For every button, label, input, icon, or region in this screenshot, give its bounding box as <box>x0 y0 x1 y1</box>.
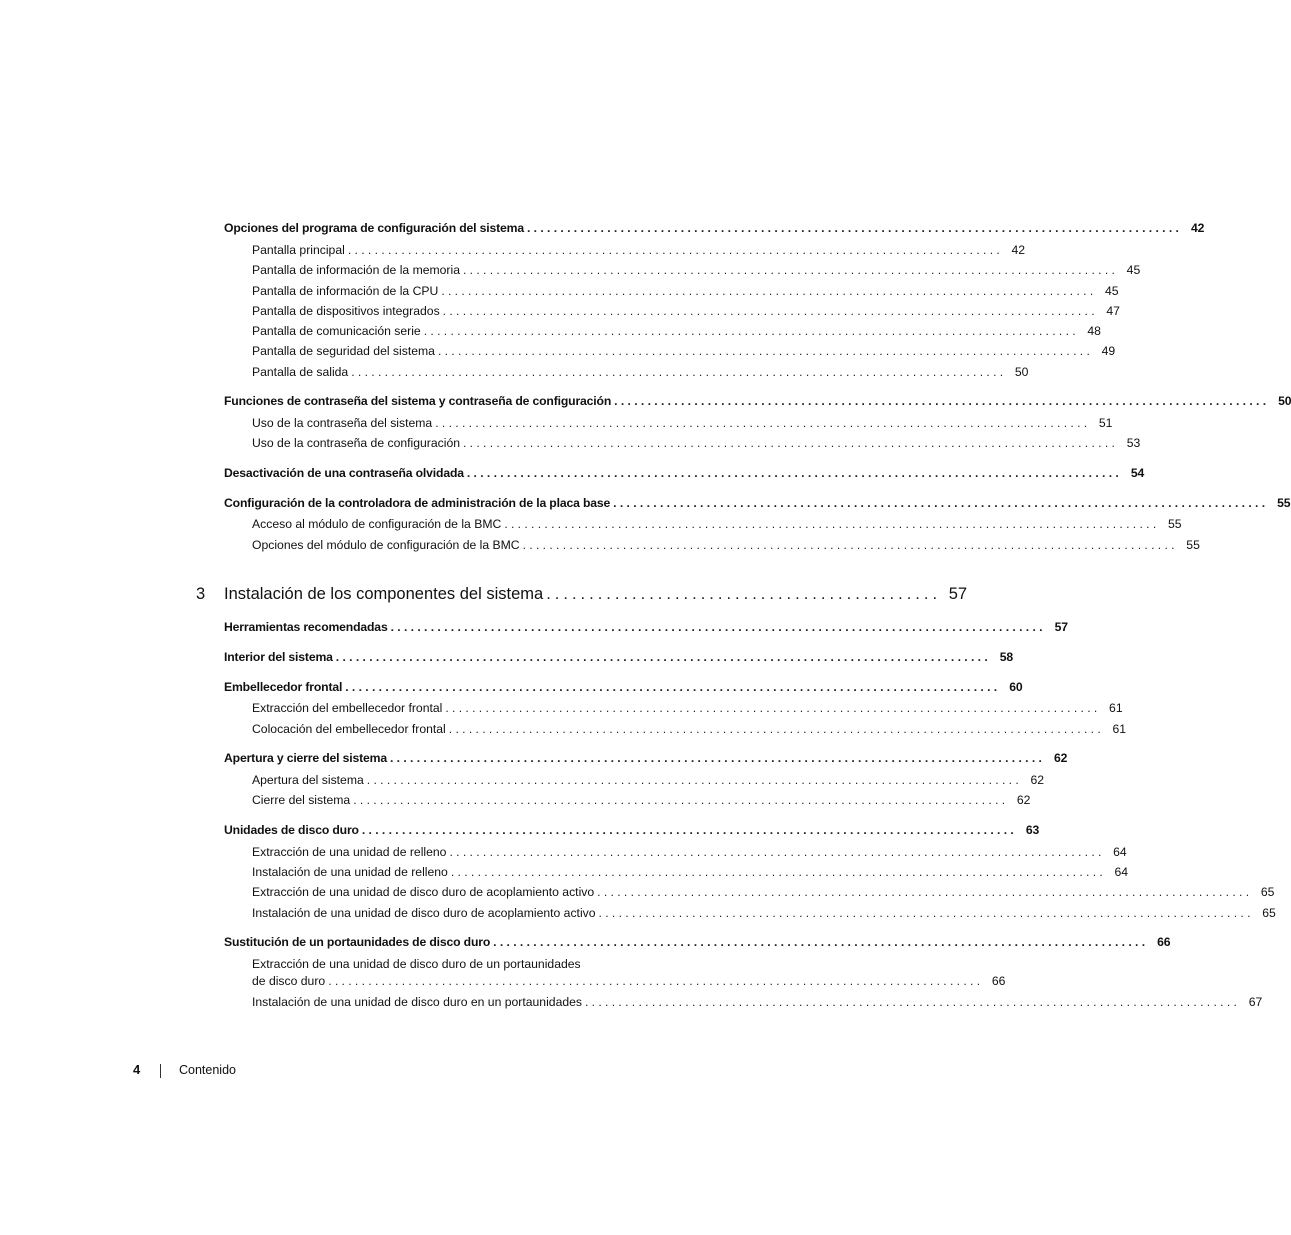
dot-leader: .................................................................................................. <box>353 793 1009 807</box>
toc-entry-page: 61 <box>1112 722 1127 736</box>
toc-entry-page: 42 <box>1011 243 1026 257</box>
toc-entry-page: 45 <box>1126 263 1141 277</box>
toc-entry-first-line[interactable]: Extracción de una unidad de disco duro de un portaunidades <box>252 957 581 971</box>
toc-entry-title: Instalación de una unidad de relleno <box>252 865 448 879</box>
dot-leader: .................................................................................................. <box>522 538 1178 552</box>
toc-entry-title: Apertura y cierre del sistema <box>224 751 387 765</box>
dot-leader: .................................................................................................. <box>389 751 1046 765</box>
toc-entry-title: Funciones de contraseña del sistema y contraseña de configuración <box>224 394 612 408</box>
toc-entry-title: Extracción de una unidad de relleno <box>252 845 447 859</box>
toc-entry-page: 49 <box>1101 344 1116 358</box>
toc-entry[interactable] <box>252 773 1045 787</box>
toc-entry[interactable] <box>252 906 1276 920</box>
toc-entry-title: Unidades de disco duro <box>224 823 359 837</box>
toc-entry-page: 60 <box>1009 680 1023 694</box>
toc-entry-title: Extracción del embellecedor frontal <box>252 701 443 715</box>
toc-entry-page: 42 <box>1190 221 1205 235</box>
dot-leader: .................................................................................................. <box>598 906 1254 920</box>
toc-entry[interactable] <box>224 394 1291 408</box>
dot-leader: .................................................................................................. <box>613 496 1269 510</box>
dot-leader: .................................................................................................. <box>504 517 1160 531</box>
chapter-title: Instalación de los componentes del sistema <box>224 585 544 603</box>
toc-entry[interactable] <box>252 974 1006 988</box>
toc-entry-title: Uso de la contraseña de configuración <box>252 436 460 450</box>
toc-entry-page: 66 <box>1157 935 1171 949</box>
toc-entry[interactable] <box>252 344 1116 358</box>
dot-leader: .................................................................................................. <box>445 701 1101 715</box>
toc-entry[interactable] <box>252 538 1200 552</box>
toc-entry-page: 61 <box>1109 701 1123 715</box>
toc-entry-title: Cierre del sistema <box>252 793 351 807</box>
toc-entry-title: Pantalla de información de la CPU <box>252 284 439 298</box>
toc-entry[interactable] <box>224 680 1023 694</box>
dot-leader: .................................................................................................. <box>493 935 1149 949</box>
toc-entry[interactable] <box>224 751 1068 765</box>
toc-entry-title: Herramientas recomendadas <box>224 620 388 634</box>
toc-entry-page: 50 <box>1014 365 1029 379</box>
chapter-number: 3 <box>196 585 206 603</box>
toc-entry-title: Opciones del módulo de configuración de la BMC <box>252 538 520 552</box>
chapter-entry[interactable] <box>196 585 968 604</box>
toc-entry-title: Extracción de una unidad de disco duro de acoplamiento activo <box>252 885 595 899</box>
toc-entry-title: Interior del sistema <box>224 650 333 664</box>
toc-entry-title: Opciones del programa de configuración del sistema <box>224 221 524 235</box>
dot-leader: .................................................................................................. <box>449 845 1105 859</box>
dot-leader: .................................................................................................. <box>423 324 1079 338</box>
footer-divider <box>160 1064 161 1078</box>
dot-leader: .................................................................................................. <box>390 620 1046 634</box>
toc-entry-title: Pantalla de información de la memoria <box>252 263 460 277</box>
toc-entry[interactable] <box>252 793 1031 807</box>
toc-entry-title: Configuración de la controladora de administración de la placa base <box>224 496 611 510</box>
toc-entry-title: Pantalla de dispositivos integrados <box>252 304 440 318</box>
toc-entry-page: 45 <box>1105 284 1119 298</box>
toc-entry-page: 67 <box>1248 995 1263 1009</box>
toc-entry-page: 53 <box>1126 436 1141 450</box>
dot-leader: .............................................. <box>546 585 942 603</box>
dot-leader: .................................................................................................. <box>328 974 984 988</box>
toc-entry[interactable] <box>252 365 1029 379</box>
dot-leader: .................................................................................................. <box>351 365 1007 379</box>
toc-entry[interactable] <box>252 243 1026 257</box>
toc-entry-page: 55 <box>1186 538 1200 552</box>
dot-leader: .................................................................................................. <box>526 221 1183 235</box>
toc-entry[interactable] <box>252 722 1127 736</box>
dot-leader: .................................................................................................. <box>345 680 1001 694</box>
toc-entry-title: Pantalla principal <box>252 243 345 257</box>
toc-entry-title: Instalación de una unidad de disco duro de acoplamiento activo <box>252 906 596 920</box>
toc-entry[interactable] <box>252 416 1113 430</box>
toc-entry-page: 48 <box>1087 324 1101 338</box>
chapter-page: 57 <box>948 585 968 603</box>
toc-entry-title: Apertura del sistema <box>252 773 364 787</box>
toc-entry[interactable] <box>224 620 1068 634</box>
dot-leader: .................................................................................................. <box>448 722 1105 736</box>
toc-entry[interactable] <box>252 263 1141 277</box>
toc-entry-page: 63 <box>1025 823 1040 837</box>
toc-entry[interactable] <box>224 466 1145 480</box>
toc-entry-page: 51 <box>1098 416 1113 430</box>
dot-leader: .................................................................................................. <box>450 865 1107 879</box>
toc-entry[interactable] <box>252 701 1123 715</box>
toc-entry-title: Pantalla de comunicación serie <box>252 324 421 338</box>
toc-entry-page: 54 <box>1130 466 1145 480</box>
toc-entry-page: 64 <box>1113 845 1127 859</box>
toc-entry-page: 62 <box>1053 751 1068 765</box>
toc-entry-title: Colocación del embellecedor frontal <box>252 722 446 736</box>
toc-entry-page: 58 <box>999 650 1014 664</box>
toc-entry[interactable] <box>252 995 1263 1009</box>
toc-entry-title: Acceso al módulo de configuración de la BMC <box>252 517 502 531</box>
toc-entry-page: 65 <box>1262 906 1276 920</box>
dot-leader: .................................................................................................. <box>597 885 1253 899</box>
dot-leader: .................................................................................................. <box>441 284 1097 298</box>
toc-entry-page: 62 <box>1030 773 1045 787</box>
toc-entry-page: 47 <box>1106 304 1120 318</box>
toc-entry[interactable] <box>224 496 1291 510</box>
dot-leader: .................................................................................................. <box>463 436 1119 450</box>
toc-entry[interactable] <box>252 885 1275 899</box>
toc-entry-title: Uso de la contraseña del sistema <box>252 416 433 430</box>
dot-leader: .................................................................................................. <box>442 304 1098 318</box>
toc-entry-title: Pantalla de seguridad del sistema <box>252 344 435 358</box>
toc-entry-page: 65 <box>1260 885 1275 899</box>
page-number: 4 <box>133 1062 141 1077</box>
toc-entry[interactable] <box>252 865 1129 879</box>
dot-leader: .................................................................................................. <box>585 995 1241 1009</box>
toc-entry[interactable] <box>252 304 1120 318</box>
dot-leader: .................................................................................................. <box>437 344 1094 358</box>
toc-entry-title: Pantalla de salida <box>252 365 349 379</box>
toc-entry-page: 55 <box>1168 517 1182 531</box>
toc-entry-page: 55 <box>1277 496 1291 510</box>
toc-entry[interactable] <box>224 823 1040 837</box>
toc-entry[interactable] <box>252 436 1141 450</box>
toc-entry[interactable] <box>224 935 1171 949</box>
dot-leader: .................................................................................................. <box>435 416 1091 430</box>
toc-entry-page: 50 <box>1278 394 1291 408</box>
toc-entry[interactable] <box>252 517 1182 531</box>
dot-leader: .................................................................................................. <box>462 263 1119 277</box>
dot-leader: .................................................................................................. <box>466 466 1123 480</box>
dot-leader: .................................................................................................. <box>347 243 1004 257</box>
toc-entry-title-cont: de disco duro <box>252 974 326 988</box>
dot-leader: .................................................................................................. <box>335 650 992 664</box>
toc-entry[interactable] <box>224 221 1205 235</box>
dot-leader: .................................................................................................. <box>366 773 1023 787</box>
toc-entry[interactable] <box>224 650 1014 664</box>
toc-entry[interactable] <box>252 324 1101 338</box>
toc-entry-title: Sustitución de un portaunidades de disco duro <box>224 935 491 949</box>
toc-entry-title: Instalación de una unidad de disco duro en un portaunidades <box>252 995 582 1009</box>
toc-entry[interactable] <box>252 284 1119 298</box>
toc-entry-title: Desactivación de una contraseña olvidada <box>224 466 464 480</box>
footer-section-label: Contenido <box>179 1063 236 1077</box>
toc-entry-page: 64 <box>1114 865 1129 879</box>
dot-leader: .................................................................................................. <box>361 823 1018 837</box>
toc-entry-page: 57 <box>1054 620 1068 634</box>
toc-entry-page: 62 <box>1016 793 1031 807</box>
toc-entry-page: 66 <box>991 974 1006 988</box>
dot-leader: .................................................................................................. <box>614 394 1270 408</box>
toc-entry[interactable] <box>252 845 1127 859</box>
toc-entry-title: Embellecedor frontal <box>224 680 343 694</box>
